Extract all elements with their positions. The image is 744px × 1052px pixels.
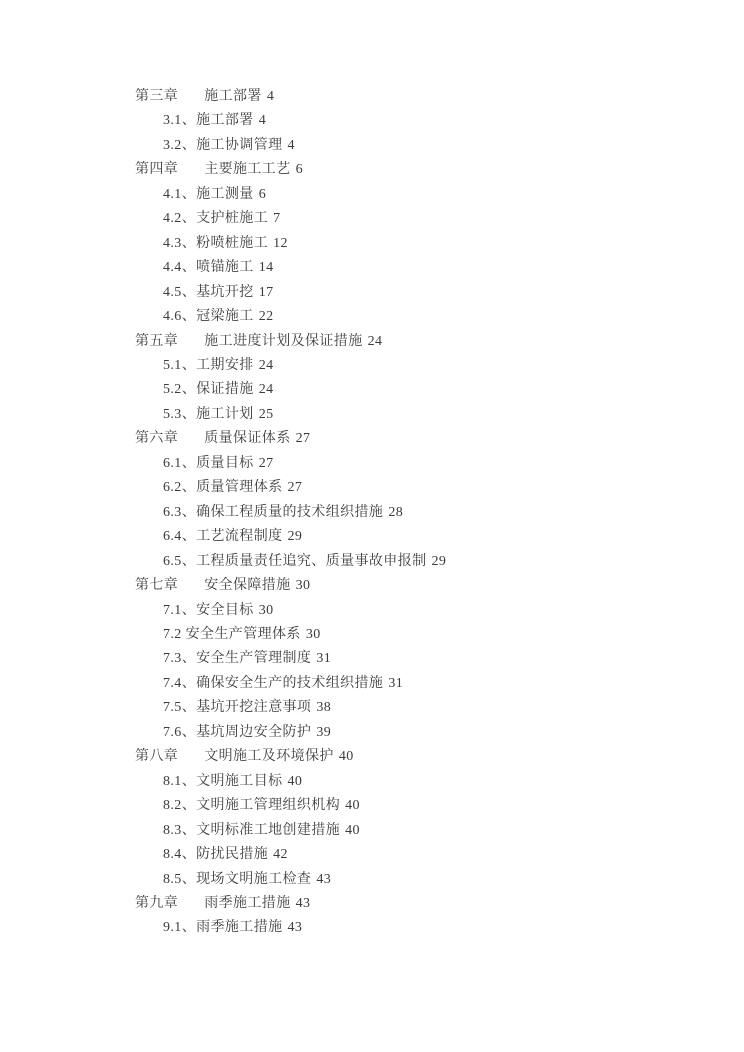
toc-entry-number: 7.4、 <box>163 675 197 691</box>
toc-entry-page: 40 <box>287 773 303 789</box>
toc-entry-number: 4.4、 <box>163 260 197 276</box>
toc-entry-page: 12 <box>273 235 288 251</box>
toc-entry-number: 第六章 <box>135 431 179 447</box>
toc-item-entry <box>0 501 744 525</box>
toc-entry-number: 第八章 <box>135 749 179 765</box>
toc-entry-number: 8.4、 <box>163 847 197 863</box>
toc-entry-page: 27 <box>287 480 303 496</box>
toc-entry-page: 29 <box>287 529 303 545</box>
toc-entry-page: 27 <box>258 455 274 471</box>
toc-entry-number: 6.4、 <box>163 529 197 545</box>
toc-entry-number: 4.1、 <box>163 186 197 202</box>
toc-entry-title: 文明施工管理组织机构 <box>196 798 341 814</box>
toc-entry-page: 30 <box>258 602 274 618</box>
toc-entry-number: 6.2、 <box>163 480 197 496</box>
toc-entry-page: 4 <box>266 89 275 104</box>
toc-entry-page: 27 <box>295 431 311 447</box>
toc-entry-title: 安全生产管理体系 <box>185 626 301 642</box>
toc-entry-page: 28 <box>388 504 404 520</box>
toc-entry-page: 17 <box>258 284 274 300</box>
toc-entry-page: 22 <box>258 309 274 325</box>
toc-entry-title: 质量管理体系 <box>196 480 283 496</box>
toc-entry-title: 主要施工工艺 <box>204 162 291 178</box>
toc-entry-title: 支护桩施工 <box>196 211 269 227</box>
toc-entry-number: 8.5、 <box>163 871 197 887</box>
toc-item-entry <box>0 868 744 892</box>
toc-entry-title: 质量目标 <box>196 455 254 471</box>
toc-item-entry <box>0 183 744 207</box>
toc-entry-title: 工期安排 <box>196 357 254 373</box>
toc-entry-number: 8.1、 <box>163 773 197 789</box>
toc-entry-number: 5.3、 <box>163 406 197 422</box>
toc-item-entry <box>0 672 744 696</box>
toc-entry-number: 第四章 <box>135 162 179 178</box>
toc-item-entry <box>0 550 744 574</box>
toc-entry-title: 施工协调管理 <box>196 137 283 153</box>
toc-entry-title: 粉喷桩施工 <box>196 235 269 251</box>
toc-entry-page: 14 <box>258 260 274 276</box>
toc-entry-number: 第三章 <box>135 89 179 104</box>
toc-entry-title: 施工部署 <box>204 89 262 104</box>
toc-item-entry <box>0 819 744 843</box>
toc-item-entry <box>0 525 744 549</box>
toc-item-entry <box>0 305 744 329</box>
toc-entry-title: 雨季施工措施 <box>204 895 291 911</box>
toc-item-entry <box>0 794 744 818</box>
toc-entry-title: 保证措施 <box>196 382 254 398</box>
toc-entry-title: 文明标准工地创建措施 <box>196 822 341 838</box>
toc-entry-title: 安全生产管理制度 <box>196 651 312 667</box>
toc-item-entry <box>0 916 744 940</box>
toc-entry-number: 7.5、 <box>163 700 197 716</box>
toc-item-entry <box>0 134 744 158</box>
toc-entry-number: 7.1、 <box>163 602 197 618</box>
toc-entry-number: 4.2、 <box>163 211 197 227</box>
toc-entry-page: 43 <box>287 920 303 936</box>
toc-item-entry <box>0 109 744 133</box>
toc-item-entry <box>0 599 744 623</box>
toc-entry-number: 3.1、 <box>163 113 197 129</box>
toc-entry-title: 安全目标 <box>196 602 254 618</box>
toc-entry-number: 5.1、 <box>163 357 197 373</box>
toc-chapter-entry <box>0 427 744 451</box>
toc-entry-title: 确保安全生产的技术组织措施 <box>196 675 384 691</box>
toc-item-entry <box>0 354 744 378</box>
toc-item-entry <box>0 207 744 231</box>
toc-item-entry <box>0 476 744 500</box>
toc-entry-page: 31 <box>316 651 332 667</box>
toc-entry-page: 31 <box>388 675 404 691</box>
toc-entry-page: 42 <box>273 847 288 863</box>
toc-chapter-entry <box>0 85 744 109</box>
toc-entry-page: 30 <box>295 578 311 594</box>
toc-entry-title: 质量保证体系 <box>204 431 291 447</box>
toc-item-entry <box>0 232 744 256</box>
toc-entry-page: 40 <box>345 798 360 814</box>
toc-entry-number: 第五章 <box>135 333 179 349</box>
toc-entry-number: 7.3、 <box>163 651 197 667</box>
toc-entry-number: 7.2 <box>163 626 186 642</box>
toc-entry-page: 40 <box>338 749 354 765</box>
toc-entry-number: 5.2、 <box>163 382 197 398</box>
toc-entry-title: 施工部署 <box>196 113 254 129</box>
toc-chapter-entry <box>0 574 744 598</box>
toc-entry-number: 8.2、 <box>163 798 197 814</box>
toc-item-entry <box>0 770 744 794</box>
toc-entry-title: 基坑周边安全防护 <box>196 724 312 740</box>
toc-entry-number: 第九章 <box>135 895 179 911</box>
toc-entry-title: 施工计划 <box>196 406 254 422</box>
toc-entry-title: 确保工程质量的技术组织措施 <box>196 504 384 520</box>
toc-entry-number: 6.3、 <box>163 504 197 520</box>
toc-entry-title: 防扰民措施 <box>196 847 269 863</box>
toc-entry-title: 基坑开挖注意事项 <box>196 700 312 716</box>
toc-entry-number: 第七章 <box>135 578 179 594</box>
toc-item-entry <box>0 378 744 402</box>
toc-entry-number: 4.6、 <box>163 309 197 325</box>
toc-item-entry <box>0 843 744 867</box>
toc-entry-title: 现场文明施工检查 <box>196 871 312 887</box>
toc-entry-number: 6.1、 <box>163 455 197 471</box>
toc-item-entry <box>0 721 744 745</box>
toc-entry-page: 24 <box>258 357 274 373</box>
toc-entry-title: 文明施工及环境保护 <box>204 749 334 765</box>
toc-item-entry <box>0 281 744 305</box>
toc-item-entry <box>0 403 744 427</box>
toc-entry-number: 3.2、 <box>163 137 197 153</box>
toc-entry-page: 24 <box>367 333 383 349</box>
toc-entry-number: 4.5、 <box>163 284 197 300</box>
toc-item-entry <box>0 696 744 720</box>
toc-entry-title: 安全保障措施 <box>204 578 291 594</box>
toc-entry-page: 4 <box>287 137 295 153</box>
toc-entry-page: 38 <box>316 700 332 716</box>
toc-entry-page: 7 <box>273 211 281 227</box>
toc-entry-page: 43 <box>316 871 332 887</box>
toc-item-entry <box>0 452 744 476</box>
toc-entry-number: 9.1、 <box>163 920 197 936</box>
toc-entry-title: 施工进度计划及保证措施 <box>204 333 363 349</box>
toc-chapter-entry <box>0 158 744 182</box>
toc-entry-title: 冠梁施工 <box>196 309 254 325</box>
toc-entry-title: 工艺流程制度 <box>196 529 283 545</box>
toc-chapter-entry <box>0 745 744 769</box>
toc-entry-title: 喷锚施工 <box>196 260 254 276</box>
toc-chapter-entry <box>0 892 744 916</box>
toc-entry-page: 40 <box>345 822 360 838</box>
toc-entry-page: 43 <box>295 895 311 911</box>
toc-chapter-entry <box>0 330 744 354</box>
toc-entry-page: 6 <box>258 186 267 202</box>
table-of-contents <box>0 85 744 941</box>
toc-entry-title: 工程质量责任追究、质量事故申报制 <box>196 553 427 569</box>
toc-entry-page: 29 <box>431 553 447 569</box>
toc-entry-title: 施工测量 <box>196 186 254 202</box>
toc-item-entry <box>0 647 744 671</box>
toc-entry-number: 6.5、 <box>163 553 197 569</box>
toc-entry-title: 基坑开挖 <box>196 284 254 300</box>
toc-entry-title: 文明施工目标 <box>196 773 283 789</box>
toc-entry-number: 8.3、 <box>163 822 197 838</box>
toc-entry-page: 4 <box>258 113 267 129</box>
toc-entry-page: 25 <box>258 406 274 422</box>
toc-entry-page: 24 <box>258 382 274 398</box>
toc-entry-page: 39 <box>316 724 332 740</box>
toc-entry-page: 6 <box>295 162 304 178</box>
toc-item-entry <box>0 256 744 280</box>
toc-entry-number: 4.3、 <box>163 235 197 251</box>
toc-entry-title: 雨季施工措施 <box>196 920 283 936</box>
toc-item-entry <box>0 623 744 647</box>
toc-entry-page: 30 <box>305 626 321 642</box>
toc-entry-number: 7.6、 <box>163 724 197 740</box>
